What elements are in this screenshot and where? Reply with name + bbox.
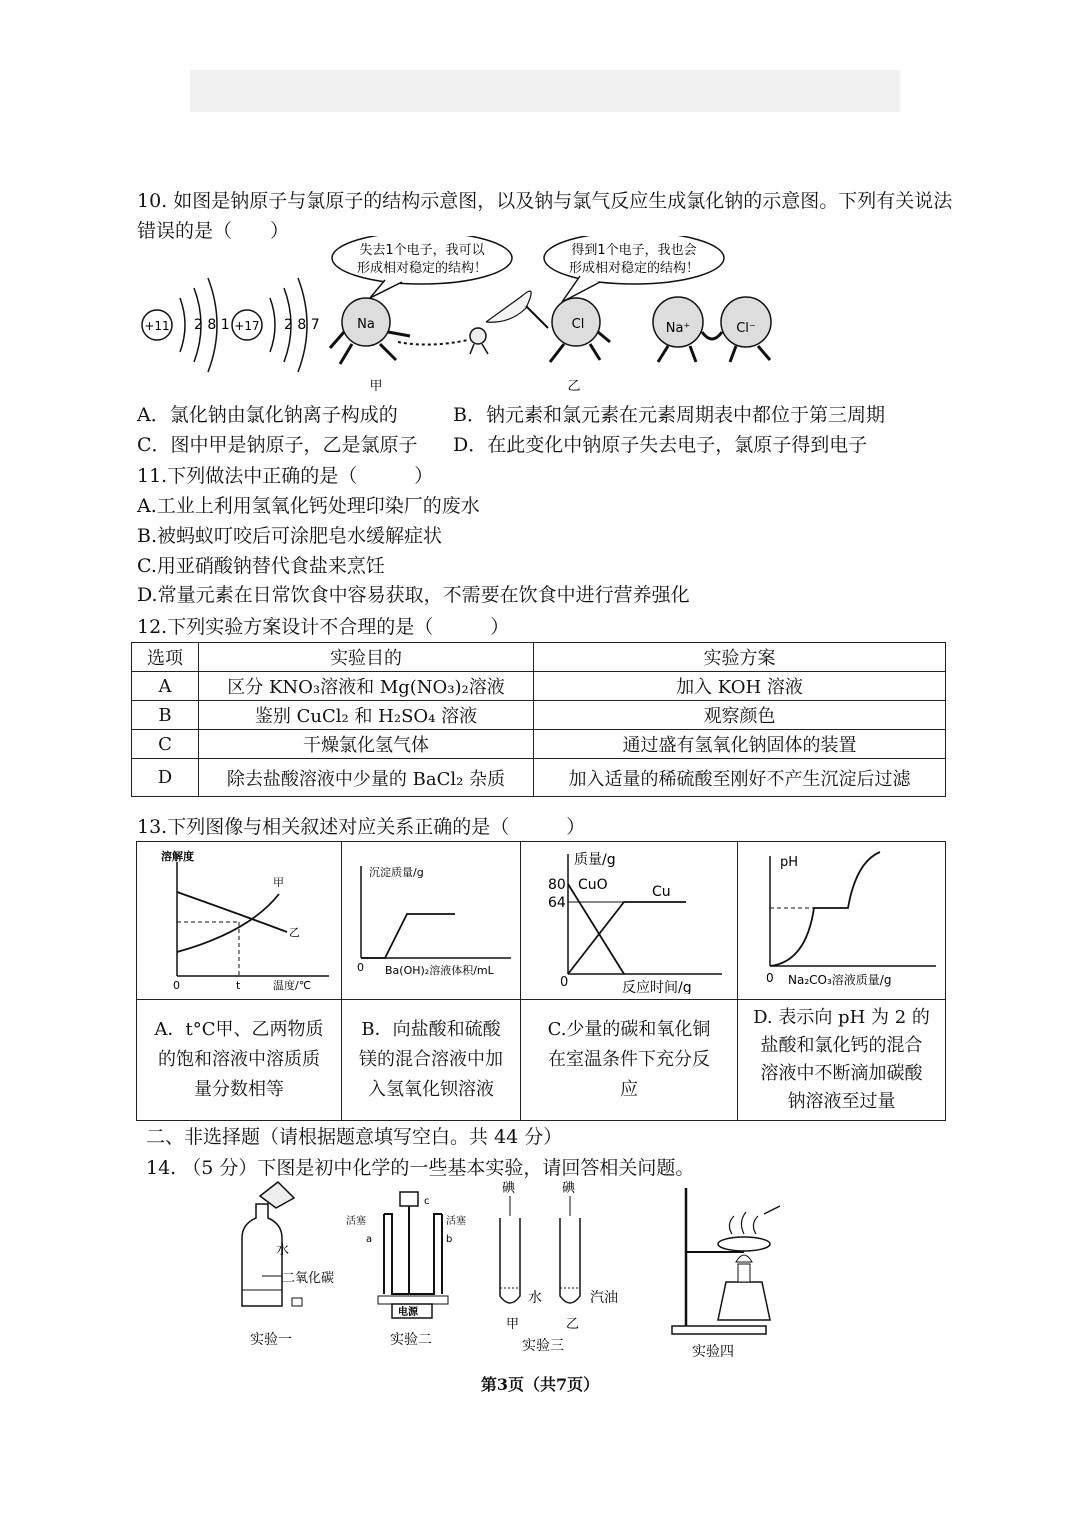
cl-atom-diagram xyxy=(232,278,320,372)
svg-text:Cu: Cu xyxy=(652,883,671,900)
q11-option-b: B.被蚂蚁叮咬后可涂肥皂水缓解症状 xyxy=(137,525,443,547)
precipitate-curve xyxy=(361,914,455,958)
q10-option-c: C．图中甲是钠原子，乙是氯原子 xyxy=(137,434,418,456)
graph-c xyxy=(522,844,736,994)
svg-text:乙: 乙 xyxy=(566,1317,580,1332)
table-cell: 观察颜色 xyxy=(534,701,946,730)
svg-text:甲: 甲 xyxy=(506,1317,520,1332)
table-cell: 通过盛有氢氧化钠固体的装置 xyxy=(534,730,946,759)
graph-cell-c xyxy=(521,842,738,1000)
graph-cell-d xyxy=(738,842,946,1000)
table-header-row xyxy=(132,643,946,672)
svg-text:Na⁺: Na⁺ xyxy=(665,321,691,336)
svg-text:溶解度: 溶解度 xyxy=(161,849,194,863)
svg-text:汽油: 汽油 xyxy=(590,1290,618,1306)
speech-bubble-right xyxy=(544,236,724,302)
svg-text:碘: 碘 xyxy=(502,1181,516,1196)
q13-table xyxy=(136,841,946,1121)
table-cell: 鉴别 CuCl₂ 和 H₂SO₄ 溶液 xyxy=(199,701,534,730)
svg-text:活塞: 活塞 xyxy=(446,1216,466,1227)
svg-text:形成相对稳定的结构！: 形成相对稳定的结构！ xyxy=(356,261,488,276)
q14-experiments xyxy=(220,1178,800,1368)
caption-row xyxy=(137,1000,946,1121)
svg-text:得到1个电子，我也会: 得到1个电子，我也会 xyxy=(571,243,697,258)
table-cell: 除去盐酸溶液中少量的 BaCl₂ 杂质 xyxy=(199,759,534,797)
caption-d: D. 表示向 pH 为 2 的 盐酸和氯化钙的混合 溶液中不断滴加碳酸 钠溶液至过量 xyxy=(738,1000,946,1121)
svg-text:0: 0 xyxy=(357,960,364,974)
q10-stem: 10. 如图是钠原子与氯原子的结构示意图，以及钠与氯气反应生成氯化钠的示意图。下列有关说法错误的是（ ） xyxy=(137,190,953,242)
svg-text:活塞: 活塞 xyxy=(346,1216,366,1227)
curve-yi xyxy=(177,892,287,932)
table-cell: 干燥氯化氢气体 xyxy=(199,730,534,759)
ion-pair-cartoon xyxy=(653,297,771,362)
svg-text:水: 水 xyxy=(528,1290,542,1306)
svg-text:实验一: 实验一 xyxy=(250,1332,292,1348)
speech-bubble-left xyxy=(332,236,512,298)
svg-text:实验二: 实验二 xyxy=(390,1332,432,1348)
svg-text:Cl: Cl xyxy=(571,317,585,332)
na-cartoon xyxy=(330,298,488,394)
svg-text:碘: 碘 xyxy=(562,1181,576,1196)
svg-text:0: 0 xyxy=(560,974,569,990)
experiment-4 xyxy=(672,1188,780,1360)
svg-text:a: a xyxy=(366,1234,373,1245)
q13-stem: 13.下列图像与相关叙述对应关系正确的是（ ） xyxy=(137,816,586,838)
q10-option-d: D．在此变化中钠原子失去电子，氯原子得到电子 xyxy=(453,434,868,456)
table-row xyxy=(132,701,946,730)
table-header: 实验方案 xyxy=(534,643,946,672)
svg-text:CuO: CuO xyxy=(578,876,608,893)
caption-c: C.少量的碳和氧化铜 在室温条件下充分反 应 xyxy=(521,1000,738,1121)
table-row xyxy=(132,730,946,759)
table-cell: A xyxy=(132,672,199,701)
table-cell: 加入 KOH 溶液 xyxy=(534,672,946,701)
scan-artifact xyxy=(190,70,900,112)
svg-text:失去1个电子，我可以: 失去1个电子，我可以 xyxy=(359,243,485,258)
label-jia: 甲 xyxy=(369,379,383,394)
svg-text:温度/℃: 温度/℃ xyxy=(273,978,312,992)
graph-cell-a xyxy=(137,842,342,1000)
svg-text:反应时间/g: 反应时间/g xyxy=(622,979,692,994)
svg-text:沉淀质量/g: 沉淀质量/g xyxy=(369,865,424,879)
graph-cell-b xyxy=(342,842,521,1000)
na-atom-diagram xyxy=(142,278,230,372)
q14-stem: 14. （5 分）下图是初中化学的一些基本实验，请回答相关问题。 xyxy=(146,1157,695,1179)
q10-figure xyxy=(130,236,950,396)
table-cell: C xyxy=(132,730,199,759)
svg-text:实验三: 实验三 xyxy=(522,1338,564,1354)
caption-b: B．向盐酸和硫酸 镁的混合溶液中加 入氢氧化钡溶液 xyxy=(342,1000,521,1121)
experiment-2 xyxy=(346,1192,466,1348)
table-cell: 加入适量的稀硫酸至刚好不产生沉淀后过滤 xyxy=(534,759,946,797)
graph-a xyxy=(139,844,339,994)
svg-text:水: 水 xyxy=(276,1243,290,1258)
q11-stem: 11.下列做法中正确的是（ ） xyxy=(137,465,434,487)
table-cell: B xyxy=(132,701,199,730)
svg-text:质量/g: 质量/g xyxy=(574,851,616,868)
svg-text:Na: Na xyxy=(357,317,375,332)
svg-text:甲: 甲 xyxy=(273,875,284,889)
table-cell: 区分 KNO₃溶液和 Mg(NO₃)₂溶液 xyxy=(199,672,534,701)
svg-text:形成相对稳定的结构！: 形成相对稳定的结构！ xyxy=(568,261,700,276)
q12-table xyxy=(131,642,946,797)
graph-b xyxy=(343,844,519,994)
svg-text:电源: 电源 xyxy=(398,1307,418,1318)
q11-option-d: D.常量元素在日常饮食中容易获取，不需要在饮食中进行营养强化 xyxy=(137,584,690,606)
table-cell: D xyxy=(132,759,199,797)
svg-text:二氧化碳: 二氧化碳 xyxy=(282,1271,335,1286)
q11-option-a: A.工业上利用氢氧化钙处理印染厂的废水 xyxy=(137,495,480,517)
svg-text:b: b xyxy=(446,1234,453,1245)
cl-cartoon xyxy=(486,291,610,394)
cl-electrons: 2 8 7 xyxy=(284,317,320,333)
q10-option-b: B．钠元素和氯元素在元素周期表中都位于第三周期 xyxy=(453,404,885,426)
table-row xyxy=(132,672,946,701)
svg-text:0: 0 xyxy=(173,978,180,992)
experiment-1 xyxy=(242,1182,334,1348)
experiment-3 xyxy=(500,1180,618,1354)
page-footer: 第3页（共7页） xyxy=(480,1375,600,1394)
cuo-line xyxy=(568,884,624,974)
na-electrons: 2 8 1 xyxy=(194,317,230,333)
svg-text:Cl⁻: Cl⁻ xyxy=(736,321,756,336)
q12-stem: 12.下列实验方案设计不合理的是（ ） xyxy=(137,616,510,638)
svg-text:实验四: 实验四 xyxy=(692,1344,734,1360)
table-header: 选项 xyxy=(132,643,199,672)
section-2-heading: 二、非选择题（请根据题意填写空白。共 44 分） xyxy=(146,1126,563,1148)
svg-text:Ba(OH)₂溶液体积/mL: Ba(OH)₂溶液体积/mL xyxy=(385,963,494,977)
svg-text:pH: pH xyxy=(779,854,798,870)
svg-text:Na₂CO₃溶液质量/g: Na₂CO₃溶液质量/g xyxy=(787,972,891,987)
q11-option-c: C.用亚硝酸钠替代食盐来烹饪 xyxy=(137,555,385,577)
cl-nucleus: +17 xyxy=(234,319,260,333)
caption-a: A．t°C甲、乙两物质 的饱和溶液中溶质质 量分数相等 xyxy=(137,1000,342,1121)
na-nucleus: +11 xyxy=(144,319,170,333)
table-header: 实验目的 xyxy=(199,643,534,672)
svg-text:乙: 乙 xyxy=(289,925,300,939)
graph-d xyxy=(740,844,944,994)
svg-text:80: 80 xyxy=(548,876,566,893)
svg-text:t: t xyxy=(236,978,241,992)
graph-row xyxy=(137,842,946,1000)
svg-text:c: c xyxy=(424,1196,430,1207)
label-yi: 乙 xyxy=(567,379,581,394)
svg-text:0: 0 xyxy=(765,970,774,985)
table-row xyxy=(132,759,946,797)
q10-option-a: A．氯化钠由氯化钠离子构成的 xyxy=(137,404,398,426)
svg-text:64: 64 xyxy=(548,894,566,911)
